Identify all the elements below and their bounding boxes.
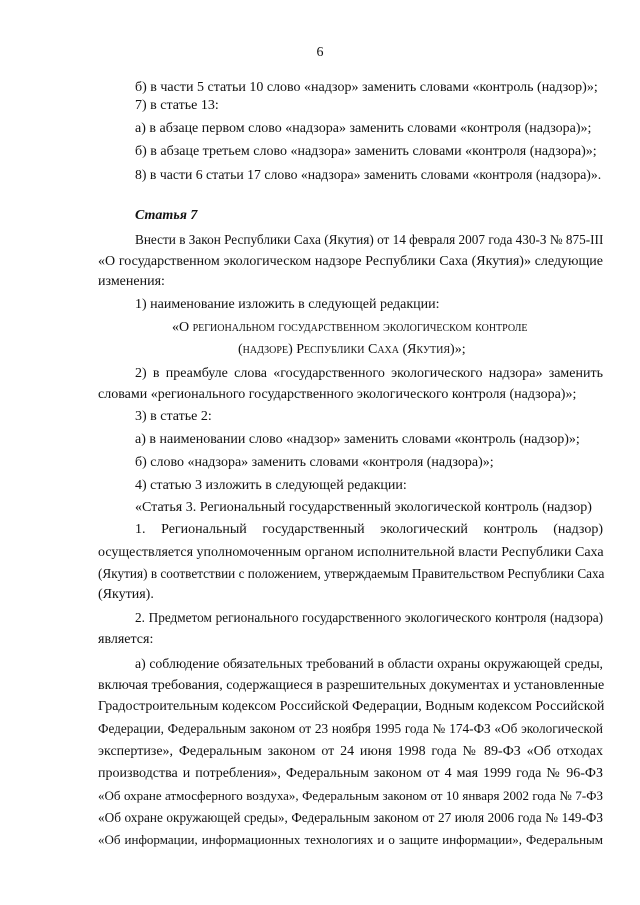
article-title: «Статья 3. Региональный государственный экологической контроль (надзор) bbox=[135, 500, 592, 515]
amendment-line: 8) в части 6 статьи 17 слово «надзора» заменить словами «контроля (надзора)». bbox=[135, 167, 602, 182]
paragraph-line: 2. Предметом регионального государственного экологического контроля (надзора) bbox=[135, 610, 603, 625]
paragraph-line: производства и потребления», Федеральным законом от 4 мая 1999 года № 96-ФЗ bbox=[98, 766, 603, 781]
list-item: 1) наименование изложить в следующей редакции: bbox=[135, 297, 440, 312]
page-number: 6 bbox=[316, 45, 324, 60]
paragraph-line: является: bbox=[98, 632, 154, 647]
amendment-line: б) в абзаце третьем слово «надзора» заменить словами «контроля (надзора)»; bbox=[135, 144, 597, 159]
paragraph-line: Федерации, Федеральным законом от 23 ноября 1995 года № 174-ФЗ «Об экологической bbox=[98, 721, 603, 736]
list-item: 4) статью 3 изложить в следующей редакции: bbox=[135, 478, 407, 493]
paragraph-line: Внести в Закон Республики Саха (Якутия) от 14 февраля 2007 года 430-З № 875-III bbox=[135, 232, 604, 247]
paragraph-line: «Об информации, информационных технологиях и о защите информации», Федеральным bbox=[98, 832, 603, 847]
amendment-line: б) в части 5 статьи 10 слово «надзор» заменить словами «контроль (надзор)»; bbox=[135, 80, 598, 95]
list-item: 3) в статье 2: bbox=[135, 409, 212, 424]
paragraph-line: «О государственном экологическом надзоре Республики Саха (Якутия)» следующие bbox=[98, 254, 603, 269]
paragraph-line: (Якутия). bbox=[98, 587, 154, 602]
law-title-line: «О региональном государственном экологическом контроле bbox=[172, 320, 528, 335]
amendment-line: 7) в статье 13: bbox=[135, 98, 219, 113]
paragraph-line: (Якутия) в соответствии с положением, утверждаемым Правительством Республики Саха bbox=[98, 566, 605, 581]
law-title-line: (надзоре) Республики Саха (Якутия)»; bbox=[238, 342, 466, 357]
list-item: 2) в преамбуле слова «государственного экологического надзора» заменить bbox=[135, 366, 603, 381]
paragraph-line: Градостроительным кодексом Российской Федерации, Водным кодексом Российской bbox=[98, 699, 605, 714]
list-item: словами «регионального государственного экологического контроля (надзора)»; bbox=[98, 387, 577, 402]
paragraph-line: изменения: bbox=[98, 274, 165, 289]
paragraph-line: «Об охране атмосферного воздуха», Федеральным законом от 10 января 2002 года № 7-ФЗ bbox=[98, 788, 603, 803]
paragraph-line: осуществляется уполномоченным органом исполнительной власти Республики Саха bbox=[98, 545, 604, 560]
paragraph-line: экспертизе», Федеральным законом от 24 июня 1998 года № 89-ФЗ «Об отходах bbox=[98, 744, 603, 759]
paragraph-line: а) соблюдение обязательных требований в области охраны окружающей среды, bbox=[135, 656, 603, 671]
list-item: а) в наименовании слово «надзор» заменить словами «контроль (надзор)»; bbox=[135, 432, 580, 447]
paragraph-line: включая требования, содержащиеся в разрешительных документах и установленные bbox=[98, 678, 605, 693]
amendment-line: а) в абзаце первом слово «надзора» заменить словами «контроля (надзора)»; bbox=[135, 121, 592, 136]
paragraph-line: «Об охране окружающей среды», Федеральным законом от 27 июля 2006 года № 149-ФЗ bbox=[98, 810, 603, 825]
list-item: б) слово «надзора» заменить словами «контроля (надзора)»; bbox=[135, 455, 494, 470]
article-heading: Статья 7 bbox=[135, 208, 198, 223]
paragraph-line: 1. Региональный государственный экологический контроль (надзор) bbox=[135, 522, 603, 537]
